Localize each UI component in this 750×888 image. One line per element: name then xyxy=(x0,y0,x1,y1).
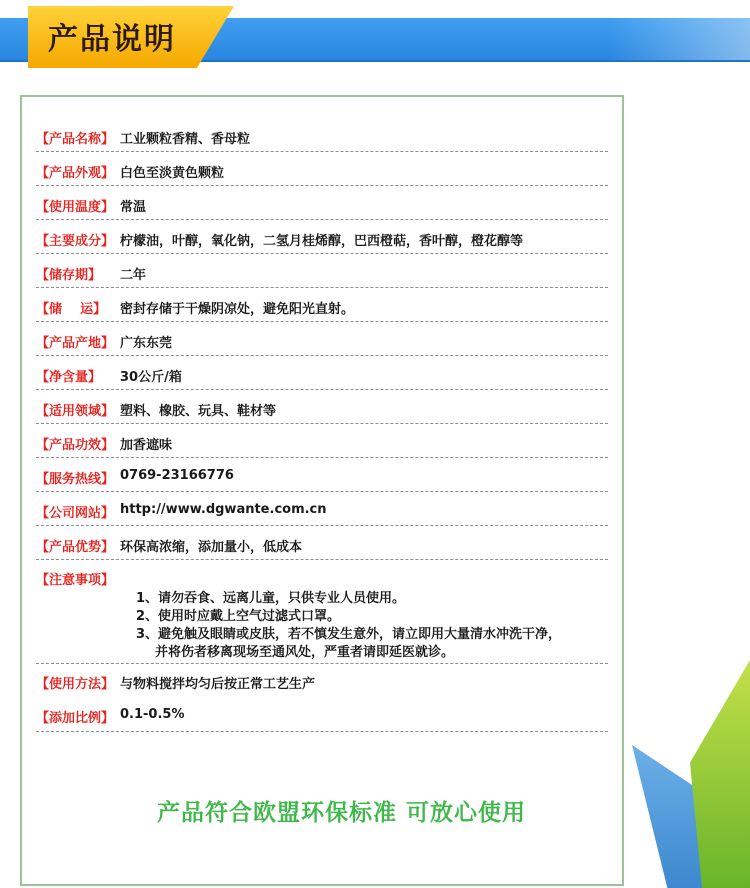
row-label: 【净含量】 xyxy=(36,370,102,385)
info-row-function xyxy=(36,427,608,458)
row-value: 0769-23166776 xyxy=(120,468,234,483)
page-title: 产品说明 xyxy=(48,22,176,57)
info-row-shelf-life xyxy=(36,257,608,288)
info-row-temperature xyxy=(36,189,608,220)
row-value: 密封存储于干燥阴凉处，避免阳光直射。 xyxy=(120,302,355,317)
row-value: 0.1-0.5% xyxy=(120,707,185,722)
row-value: 环保高浓缩，添加量小，低成本 xyxy=(120,540,303,555)
website-link[interactable]: http://www.dgwante.com.cn xyxy=(120,502,327,517)
row-value: 与物料搅拌均匀后按正常工艺生产 xyxy=(120,677,316,692)
info-row-product-name xyxy=(36,121,608,152)
row-value: 白色至淡黄色颗粒 xyxy=(120,166,225,181)
info-row-advantages xyxy=(36,529,608,560)
eu-standard-slogan: 产品符合欧盟环保标准 可放心使用 xyxy=(157,800,527,826)
row-value: 二年 xyxy=(120,268,147,283)
row-label: 【产品外观】 xyxy=(36,166,115,181)
row-label: 【使用方法】 xyxy=(36,677,115,692)
note-item: 3、避免触及眼睛或皮肤，若不慎发生意外，请立即用大量清水冲洗干净， xyxy=(136,627,562,642)
row-label: 【服务热线】 xyxy=(36,472,115,487)
row-value: 柠檬油，叶醇，氧化钠，二氢月桂烯醇，巴西橙萜，香叶醇，橙花醇等 xyxy=(120,234,524,249)
header-band-fade xyxy=(610,18,750,60)
info-row-ingredients xyxy=(36,223,608,254)
row-value: 工业颗粒香精、香母粒 xyxy=(120,132,251,147)
row-label: 【产品产地】 xyxy=(36,336,115,351)
row-value: 常温 xyxy=(120,200,147,215)
product-info-panel xyxy=(20,95,624,886)
info-row-ratio xyxy=(36,701,608,732)
row-label: 【产品优势】 xyxy=(36,540,115,555)
row-label: 【储存期】 xyxy=(36,268,102,283)
info-row-origin xyxy=(36,325,608,356)
row-label: 【注意事项】 xyxy=(36,573,115,588)
info-row-usage xyxy=(36,667,608,697)
row-label: 【产品功效】 xyxy=(36,438,115,453)
row-label: 【添加比例】 xyxy=(36,711,115,726)
row-value: 塑料、橡胶、玩具、鞋材等 xyxy=(120,404,277,419)
info-row-appearance xyxy=(36,155,608,186)
row-label: 【公司网站】 xyxy=(36,506,115,521)
info-row-storage xyxy=(36,291,608,322)
info-row-notes xyxy=(36,563,608,664)
row-label: 【产品名称】 xyxy=(36,132,115,147)
note-item: 2、使用时应戴上空气过滤式口罩。 xyxy=(136,609,341,624)
row-value: 加香遮味 xyxy=(120,438,173,453)
note-item: 1、请勿吞食、远离儿童，只供专业人员使用。 xyxy=(136,591,406,606)
info-row-applications xyxy=(36,393,608,424)
info-row-hotline xyxy=(36,461,608,492)
row-value: 30公斤/箱 xyxy=(120,370,182,385)
row-label: 【储 运】 xyxy=(36,302,107,317)
info-row-website xyxy=(36,495,608,526)
green-leaf-decoration xyxy=(690,660,750,888)
row-label: 【适用领域】 xyxy=(36,404,115,419)
note-item: 并将伤者移离现场至通风处，严重者请即延医就诊。 xyxy=(155,645,455,660)
row-label: 【使用温度】 xyxy=(36,200,115,215)
row-value: 广东东莞 xyxy=(120,336,173,351)
info-row-net-content xyxy=(36,359,608,390)
row-label: 【主要成分】 xyxy=(36,234,115,249)
